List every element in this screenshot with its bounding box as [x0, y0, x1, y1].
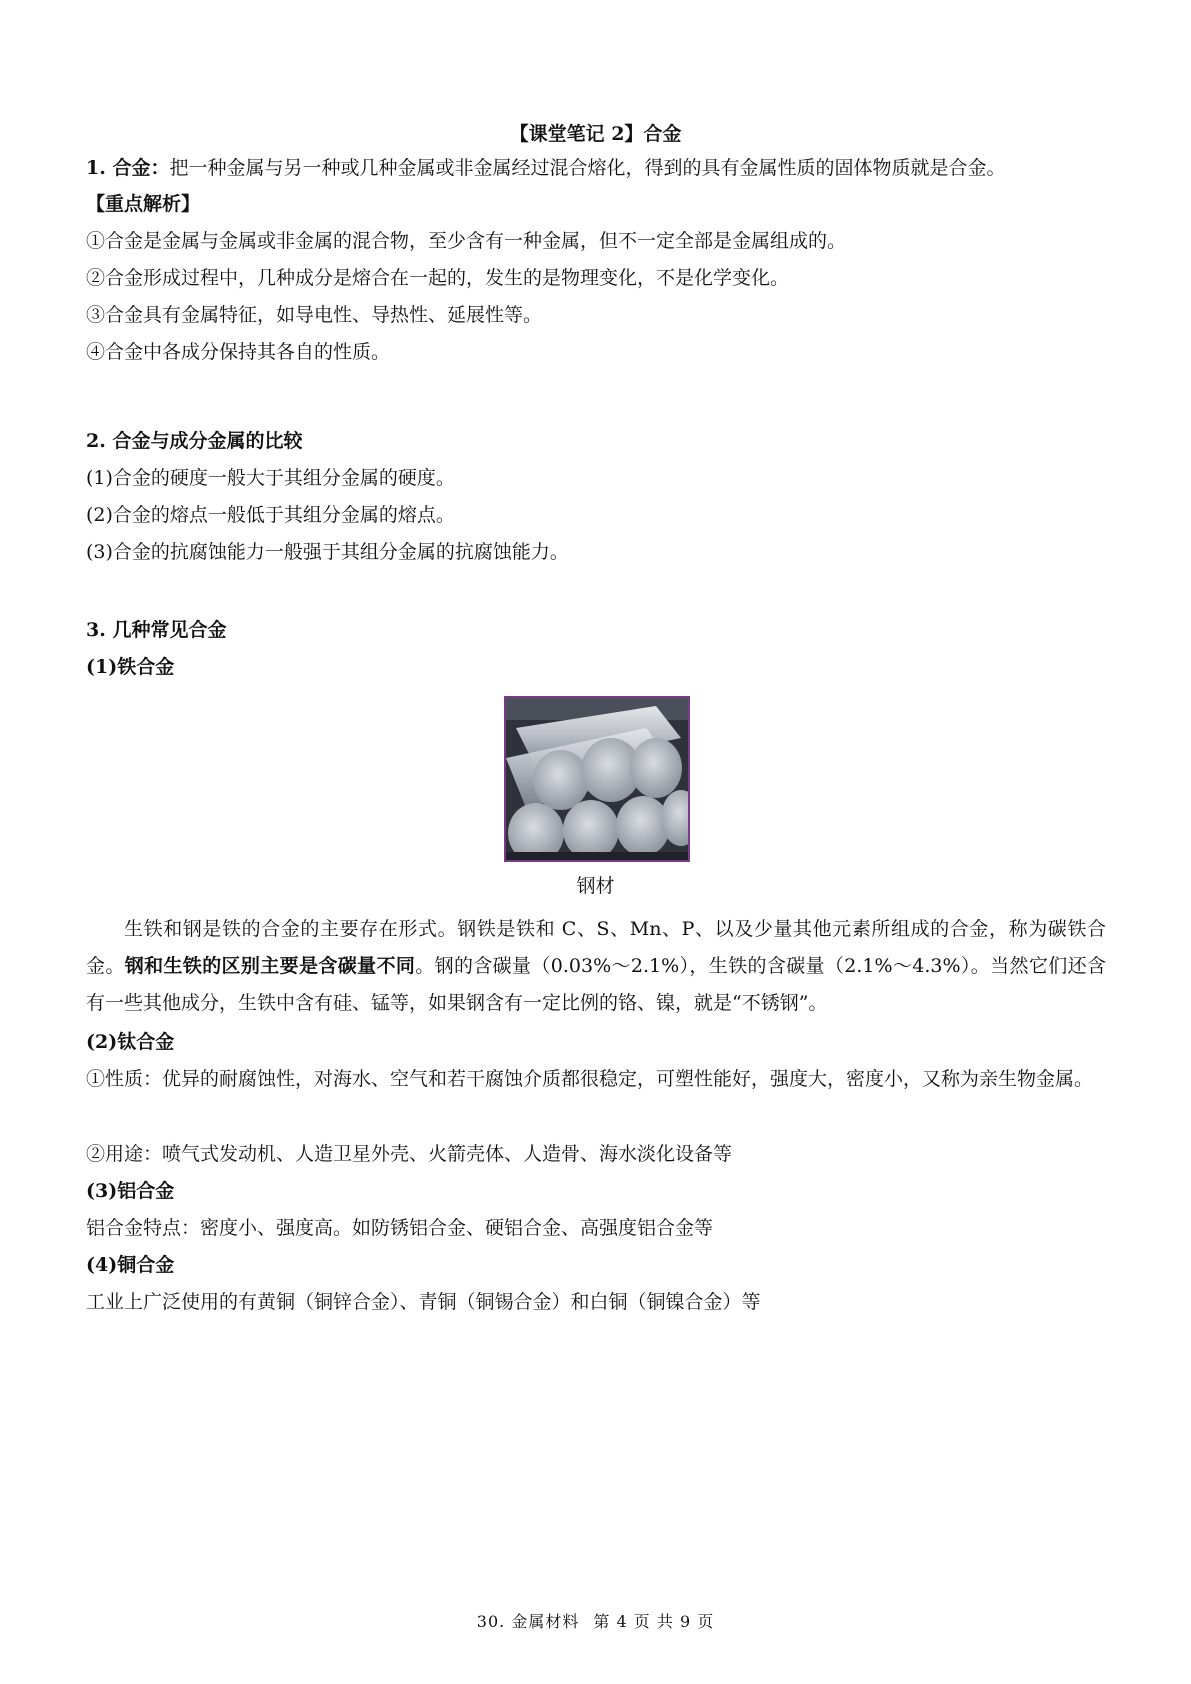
footer-chapter: 30. 金属材料: [476, 1612, 580, 1631]
key-point-1: ①合金是金属与金属或非金属的混合物，至少含有一种金属，但不一定全部是金属组成的。: [86, 230, 847, 252]
aluminum-alloy-text: 铝合金特点：密度小、强度高。如防锈铝合金、硬铝合金、高强度铝合金等: [86, 1217, 714, 1239]
alloy-definition-line: [86, 155, 1106, 181]
key-analysis-heading: 【重点解析】: [86, 193, 201, 215]
key-point-2: ②合金形成过程中，几种成分是熔合在一起的，发生的是物理变化，不是化学变化。: [86, 267, 790, 289]
iron-alloy-paragraph: [86, 911, 1106, 1022]
steel-bars-image: [504, 696, 690, 862]
copper-alloy-heading: (4)铜合金: [86, 1254, 175, 1276]
copper-alloy-text: 工业上广泛使用的有黄铜（铜锌合金）、青铜（铜锡合金）和白铜（铜镍合金）等: [86, 1291, 761, 1313]
footer-page-number: 第 4 页 共 9 页: [593, 1612, 715, 1631]
key-point-4: ④合金中各成分保持其各自的性质。: [86, 341, 391, 363]
iron-paragraph-part1: 生铁和钢是铁的合金的主要存在形式。钢铁是铁和 C、S、Mn、P、以及少量其他元素所组成的合金，称为碳铁合金。: [86, 918, 1106, 977]
common-alloys-heading: 3. 几种常见合金: [86, 619, 227, 641]
iron-paragraph-emphasis: 钢和生铁的区别主要是含碳量不同: [124, 955, 416, 977]
key-point-3: ③合金具有金属特征，如导电性、导热性、延展性等。: [86, 304, 543, 326]
comparison-item-1: (1)合金的硬度一般大于其组分金属的硬度。: [86, 467, 455, 489]
comparison-item-3: (3)合金的抗腐蚀能力一般强于其组分金属的抗腐蚀能力。: [86, 541, 569, 563]
titanium-property: ①性质：优异的耐腐蚀性，对海水、空气和若干腐蚀介质都很稳定，可塑性能好，强度大，密度小，又称为亲生物金属。: [86, 1068, 1094, 1090]
steel-bars-illustration: [506, 698, 688, 860]
image-caption: 钢材: [576, 875, 615, 897]
page-footer: [0, 1611, 1191, 1633]
comparison-item-2: (2)合金的熔点一般低于其组分金属的熔点。: [86, 504, 455, 526]
alloy-definition-text: 把一种金属与另一种或几种金属或非金属经过混合熔化，得到的具有金属性质的固体物质就是合金。: [169, 157, 1006, 179]
iron-paragraph-part2: 。钢的含碳量（0.03%～2.1%），生铁的含碳量（2.1%～4.3%）。当然它们还含有一些其他成分，生铁中含有硅、锰等，如果钢含有一定比例的铬、镍，就是“不锈钢”。: [86, 955, 1106, 1014]
page-title: 【课堂笔记 2】合金: [509, 123, 682, 145]
titanium-alloy-heading: (2)钛合金: [86, 1031, 175, 1053]
comparison-heading: 2. 合金与成分金属的比较: [86, 430, 303, 452]
aluminum-alloy-heading: (3)铝合金: [86, 1180, 175, 1202]
alloy-definition-heading: 1. 合金：: [86, 157, 170, 179]
iron-alloy-heading: (1)铁合金: [86, 656, 175, 678]
titanium-use: ②用途：喷气式发动机、人造卫星外壳、火箭壳体、人造骨、海水淡化设备等: [86, 1143, 733, 1165]
